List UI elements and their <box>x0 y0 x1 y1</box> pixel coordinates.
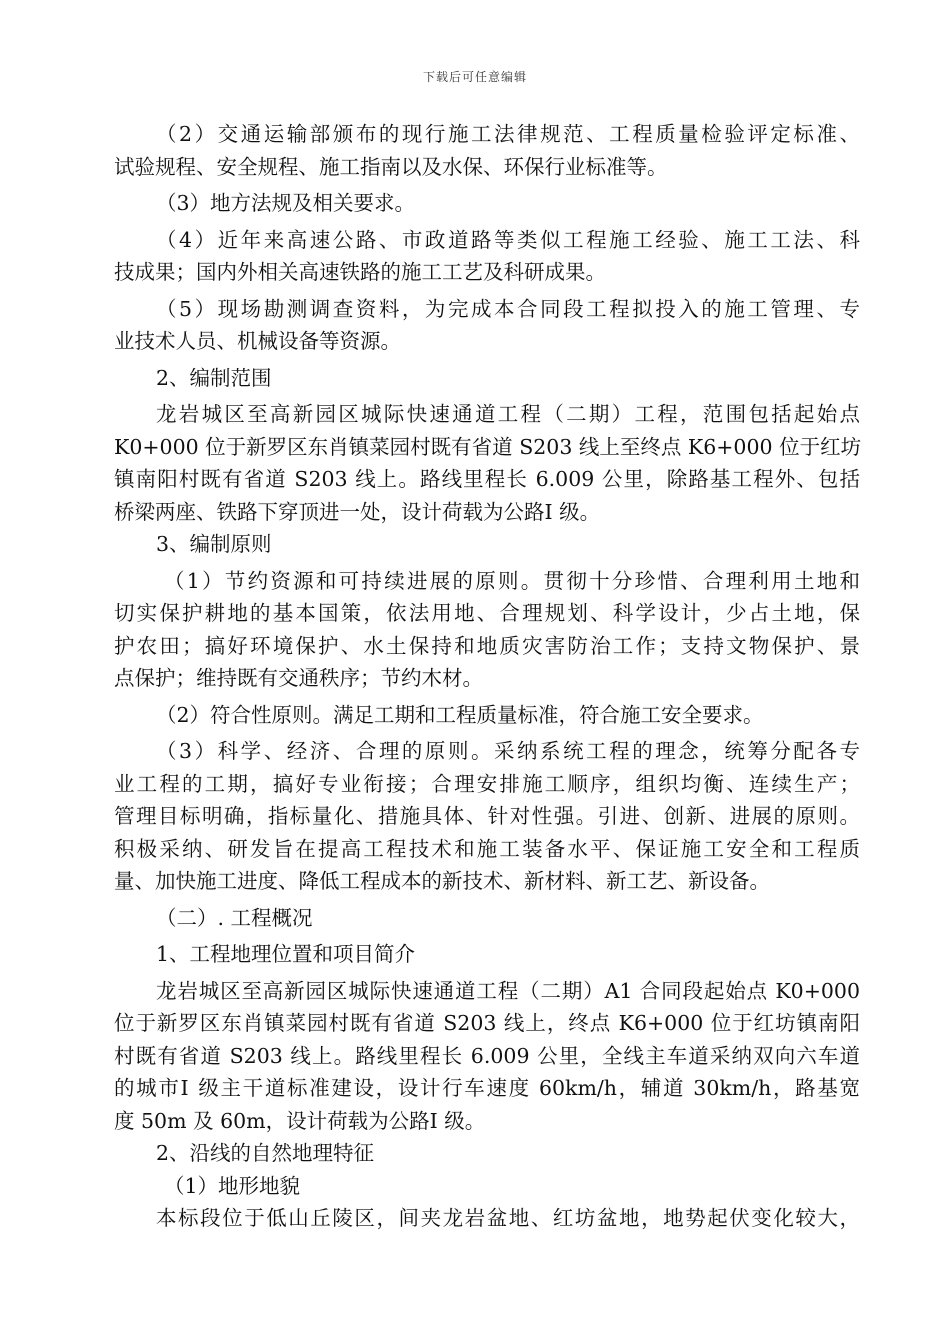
paragraph-line: 管理目标明确，指标量化、措施具体、针对性强。引进、创新、进展的原则。 <box>114 804 860 828</box>
section-heading: （二）. 工程概况 <box>156 905 313 930</box>
section-heading: 1、工程地理位置和项目简介 <box>156 942 416 966</box>
paragraph-line: 点保护；维持既有交通秩序；节约木材。 <box>114 666 483 690</box>
paragraph-line: 本标段位于低山丘陵区，间夹龙岩盆地、红坊盆地，地势起伏变化较大， <box>156 1206 860 1230</box>
paragraph-line: 村既有省道 S203 线上。路线里程长 6.009 公里，全线主车道采纳双向六车道 <box>114 1043 860 1068</box>
paragraph-line: 业技术人员、机械设备等资源。 <box>114 329 401 353</box>
section-heading: 2、编制范围 <box>156 365 272 390</box>
paragraph-line: 的城市Ⅰ 级主干道标准建设，设计行车速度 60km/h，辅道 30km/h，路基宽 <box>114 1076 860 1100</box>
paragraph-line: （2）符合性原则。满足工期和工程质量标准，符合施工安全要求。 <box>156 702 764 727</box>
paragraph-line: 桥梁两座、铁路下穿顶进一处，设计荷载为公路Ⅰ 级。 <box>114 499 601 524</box>
paragraph-line: 龙岩城区至高新园区城际快速通道工程（二期）A1 合同段起始点 K0+000 <box>156 978 860 1003</box>
paragraph-line: （4）近年来高速公路、市政道路等类似工程施工经验、施工工法、科 <box>156 227 860 252</box>
section-heading: 2、沿线的自然地理特征 <box>156 1141 375 1165</box>
document-body <box>114 118 860 1235</box>
paragraph-line: 度 50m 及 60m，设计荷载为公路Ⅰ 级。 <box>114 1108 486 1133</box>
paragraph-line: （5）现场勘测调查资料，为完成本合同段工程拟投入的施工管理、专 <box>156 296 860 321</box>
paragraph-line: （2）交通运输部颁布的现行施工法律规范、工程质量检验评定标准、 <box>156 122 860 146</box>
paragraph-line: 位于新罗区东肖镇菜园村既有省道 S203 线上，终点 K6+000 位于红坊镇南阳 <box>114 1011 860 1035</box>
paragraph-line: 量、加快施工进度、降低工程成本的新技术、新材料、新工艺、新设备。 <box>114 869 770 893</box>
paragraph-line: 积极采纳、研发旨在提高工程技术和施工装备水平、保证施工安全和工程质 <box>114 836 860 861</box>
paragraph-line: 镇南阳村既有省道 S203 线上。路线里程长 6.009 公里，除路基工程外、包括 <box>114 467 860 491</box>
paragraph-line: （3）地方法规及相关要求。 <box>156 191 416 215</box>
paragraph-line: 护农田；搞好环境保护、水土保持和地质灾害防治工作；支持文物保护、景 <box>114 633 860 658</box>
paragraph-line: 龙岩城区至高新园区城际快速通道工程（二期）工程，范围包括起始点 <box>156 402 860 426</box>
paragraph-line: 业工程的工期，搞好专业衔接；合理安排施工顺序，组织均衡、连续生产； <box>114 771 860 796</box>
paragraph-line: （1）节约资源和可持续进展的原则。贯彻十分珍惜、合理利用土地和 <box>164 568 860 593</box>
page-header-note: 下载后可任意编辑 <box>422 70 527 84</box>
paragraph-line: 切实保护耕地的基本国策，依法用地、合理规划、科学设计，少占土地，保 <box>114 601 860 625</box>
paragraph-line: （3）科学、经济、合理的原则。采纳系统工程的理念，统筹分配各专 <box>156 739 860 763</box>
section-heading: （1）地形地貌 <box>164 1173 301 1198</box>
paragraph-line: 试验规程、安全规程、施工指南以及水保、环保行业标准等。 <box>114 154 668 179</box>
paragraph-line: 技成果；国内外相关高速铁路的施工工艺及科研成果。 <box>114 260 606 284</box>
section-heading: 3、编制原则 <box>156 532 272 556</box>
paragraph-line: K0+000 位于新罗区东肖镇菜园村既有省道 S203 线上至终点 K6+000 位于红坊 <box>114 434 862 459</box>
